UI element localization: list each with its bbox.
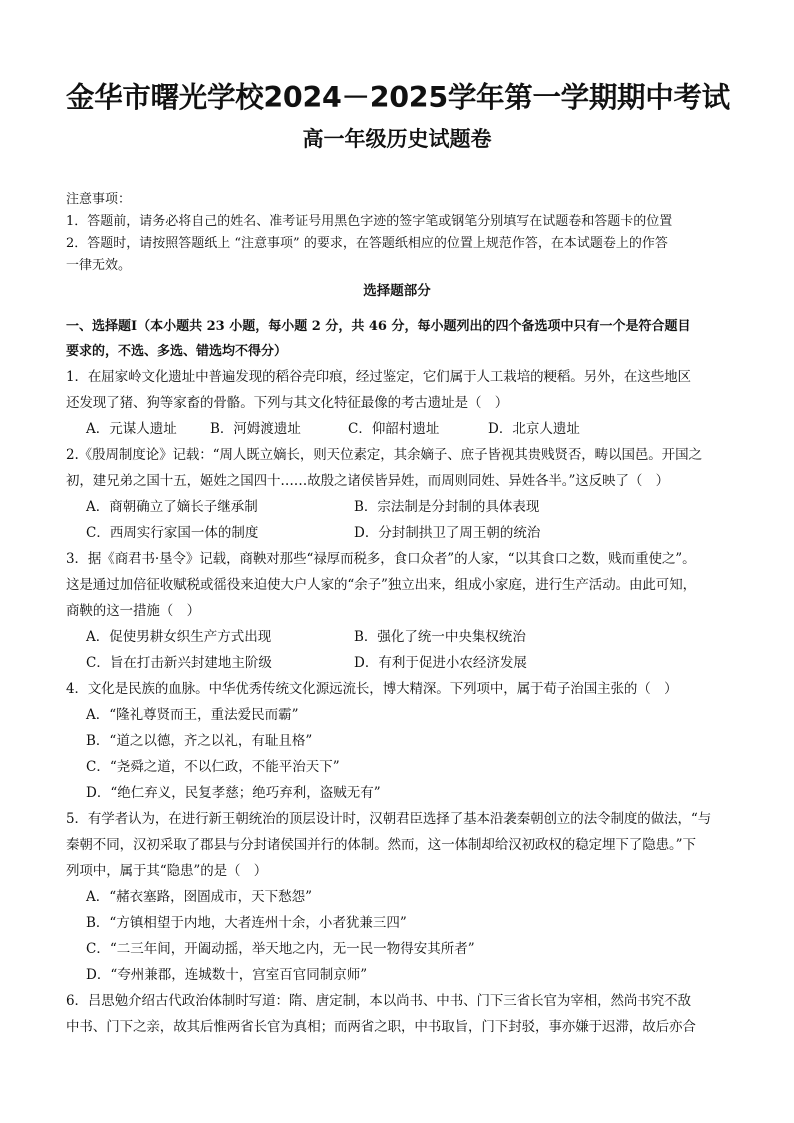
question-2-option-d: D．分封制拱卫了周王朝的统治 xyxy=(354,525,541,541)
question-4-option-a: A．“隆礼尊贤而王，重法爱民而霸” xyxy=(86,707,299,723)
question-5-option-c: C．“二三年间，开阖动摇，举天地之内，无一民一物得安其所者” xyxy=(86,941,475,957)
question-1-stem-line-2: 还发现了猪、狗等家畜的骨骼。下列与其文化特征最像的考古遗址是（ ） xyxy=(66,395,509,411)
question-1-options xyxy=(66,416,728,442)
notes-item-1: 1．答题前，请务必将自己的姓名、准考证号用黑色字迹的签字笔或钢笔分别填写在试题卷和答题卡的位置 xyxy=(66,214,673,229)
question-5 xyxy=(66,806,728,884)
question-2-options-row-2 xyxy=(66,520,728,546)
question-4-option-d: D．“绝仁弃义，民复孝慈；绝巧弃利，盗贼无有” xyxy=(86,785,381,801)
notes-item-2-line-1: 2．答题时，请按照答题纸上 “注意事项” 的要求，在答题纸相应的位置上规范作答，在本试题卷上的作答 xyxy=(66,236,668,251)
question-2-options-row-1 xyxy=(66,494,728,520)
question-1-stem-line-1: 1．在屈家岭文化遗址中普遍发现的稻谷壳印痕，经过鉴定，它们属于人工栽培的粳稻。另外，在这些地区 xyxy=(66,369,691,385)
question-1-option-d: D．北京人遗址 xyxy=(488,421,580,437)
question-4-stem-line-1: 4．文化是民族的血脉。中华优秀传统文化源远流长，博大精深。下列项中，属于荀子治国主张的（ ） xyxy=(66,681,678,697)
question-3-option-b: B．强化了统一中央集权统治 xyxy=(354,629,526,645)
notes-block xyxy=(66,189,728,277)
section-instructions-line-1: 一、选择题Ⅰ（本小题共 23 小题，每小题 2 分，共 46 分，每小题列出的四个备选项中只有一个是符合题目 xyxy=(66,319,691,334)
question-3 xyxy=(66,546,728,624)
question-2-stem-line-1: 2.《殷周制度论》记载：“周人既立嫡长，则天位素定，其余嫡子、庶子皆视其贵贱贤否，畴以国邑。开国之 xyxy=(66,447,702,463)
notes-heading: 注意事项： xyxy=(66,192,132,207)
question-6-stem-line-1: 6．吕思勉介绍古代政治体制时写道：隋、唐定制，本以尚书、中书、门下三省长官为宰相，然尚书究不敌 xyxy=(66,993,691,1009)
question-3-stem-line-3: 商鞅的这一措施（ ） xyxy=(66,603,200,619)
question-3-stem-line-2: 这是通过加倍征收赋税或徭役来迫使大户人家的“余子”独立出来，组成小家庭，进行生产活动。由此可知， xyxy=(66,577,697,593)
question-2-option-b: B．宗法制是分封制的具体表现 xyxy=(354,499,540,515)
question-1-option-c: C．仰韶村遗址 xyxy=(348,421,440,437)
question-5-option-d: D．“夸州兼郡，连城数十，宫室百官同制京师” xyxy=(86,967,368,983)
question-3-option-d: D．有利于促进小农经济发展 xyxy=(354,655,527,671)
question-6-stem-line-2: 中书、门下之亲，故其后惟两省长官为真相；而两省之职，中书取旨，门下封驳，事亦嫌于迟滞，故后亦合 xyxy=(66,1019,696,1035)
exam-title: 金华市曙光学校2024－2025学年第一学期期中考试 xyxy=(66,81,730,114)
question-6 xyxy=(66,988,728,1040)
question-5-stem-line-2: 秦朝不同，汉初采取了郡县与分封诸侯国并行的体制。然而，这一体制却给汉初政权的稳定埋下了隐患。”下 xyxy=(66,837,696,853)
question-3-options-row-2 xyxy=(66,650,728,676)
question-2 xyxy=(66,442,728,494)
question-4 xyxy=(66,676,728,702)
question-2-option-a: A．商朝确立了嫡长子继承制 xyxy=(86,499,258,515)
question-4-option-b: B．“道之以德，齐之以礼，有耻且格” xyxy=(86,733,313,749)
question-4-option-c: C．“尧舜之道，不以仁政，不能平治天下” xyxy=(86,759,340,775)
section-instructions xyxy=(66,314,728,364)
question-5-option-b: B．“方镇相望于内地，大者连州十余，小者犹兼三四” xyxy=(86,915,407,931)
section-instructions-line-2: 要求的，不选、多选、错选均不得分） xyxy=(66,344,288,359)
notes-item-2-line-2: 一律无效。 xyxy=(66,258,132,273)
question-3-options-row-1 xyxy=(66,624,728,650)
question-3-option-a: A．促使男耕女织生产方式出现 xyxy=(86,629,272,645)
question-3-option-c: C．旨在打击新兴封建地主阶级 xyxy=(86,655,272,671)
section-title: 选择题部分 xyxy=(363,283,431,299)
question-3-stem-line-1: 3．据《商君书·垦令》记载，商鞅对那些“禄厚而税多，食口众者”的人家，“以其食口之数，贱而重使之”。 xyxy=(66,551,696,567)
exam-subtitle: 高一年级历史试题卷 xyxy=(302,127,492,151)
question-1-option-a: A．元谋人遗址 xyxy=(86,421,177,437)
question-1 xyxy=(66,364,728,416)
question-2-stem-line-2: 初，建兄弟之国十五，姬姓之国四十……故殷之诸侯皆异姓，而周则同姓、异姓各半。”这反映了（ ） xyxy=(66,473,670,489)
question-5-option-a: A．“赭衣塞路，囹圄成市，天下愁怨” xyxy=(86,889,313,905)
question-1-option-b: B．河姆渡遗址 xyxy=(210,421,301,437)
question-2-option-c: C．西周实行家国一体的制度 xyxy=(86,525,259,541)
question-5-stem-line-1: 5．有学者认为，在进行新王朝统治的顶层设计时，汉朝君臣选择了基本沿袭秦朝创立的法令制度的做法，“与 xyxy=(66,811,712,827)
question-5-stem-line-3: 列项中，属于其“隐患”的是（ ） xyxy=(66,863,268,879)
